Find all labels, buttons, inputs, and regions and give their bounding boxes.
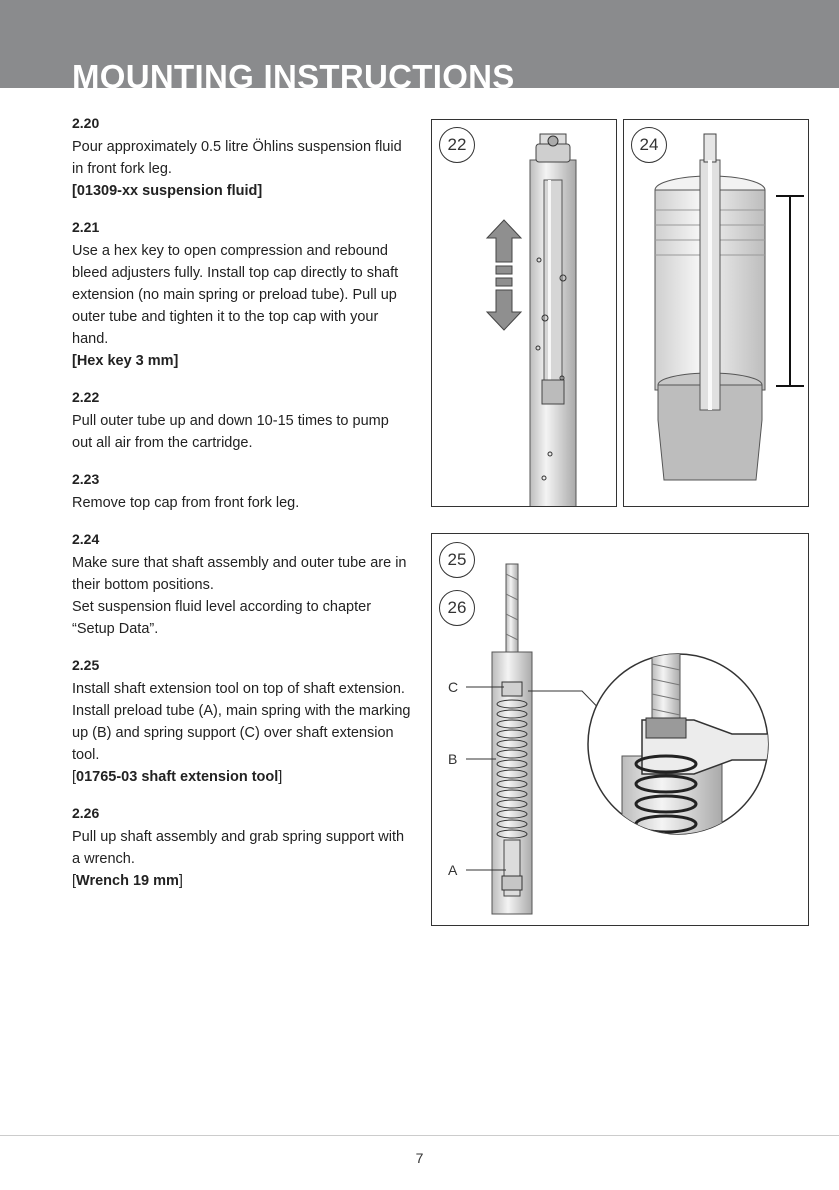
step-2-21: [72, 216, 412, 372]
step-2-20: [72, 112, 412, 202]
step-tool-note: [Wrench 19 mm]: [72, 873, 183, 889]
step-number: 2.20: [72, 115, 100, 131]
footer-divider: [0, 1135, 839, 1136]
spring-wrench-illustration: [432, 534, 808, 925]
step-2-24: [72, 528, 412, 640]
figure-number-badge: 26: [439, 590, 475, 626]
step-text: Install shaft extension tool on top of shaft extension.: [72, 681, 405, 697]
figure-number-badge: 22: [439, 127, 475, 163]
figure-22: [431, 119, 617, 507]
step-tool-note: [01765-03 shaft extension tool]: [72, 769, 283, 785]
step-2-23: [72, 468, 412, 514]
fluid-level-illustration: [624, 120, 808, 506]
page-title: MOUNTING INSTRUCTIONS: [72, 58, 515, 88]
figure-24: [623, 119, 809, 507]
figure-number-badge: 24: [631, 127, 667, 163]
step-text: Pull outer tube up and down 10-15 times to pump out all air from the cartridge.: [72, 413, 389, 451]
step-2-26: [72, 802, 412, 892]
step-number: 2.24: [72, 531, 100, 547]
step-number: 2.21: [72, 219, 100, 235]
callout-label-a: A: [448, 862, 458, 878]
callout-label-c: C: [448, 679, 459, 695]
step-number: 2.25: [72, 657, 100, 673]
figure-number-badge: 25: [439, 542, 475, 578]
step-text-2: Install preload tube (A), main spring with the marking up (B) and spring support (C) over shaft extension tool.: [72, 703, 411, 763]
page-header: [0, 0, 839, 88]
page-number: 7: [415, 1150, 424, 1166]
step-number: 2.23: [72, 471, 100, 487]
step-2-22: [72, 386, 412, 454]
fork-leg-pump-illustration: [432, 120, 616, 506]
step-text-2: Set suspension fluid level according to chapter “Setup Data”.: [72, 599, 372, 637]
step-2-25: [72, 654, 412, 788]
step-text: Pour approximately 0.5 litre Öhlins suspension fluid in front fork leg.: [72, 139, 402, 177]
step-tool-note: [01309-xx suspension fluid]: [72, 183, 263, 199]
step-text: Use a hex key to open compression and rebound bleed adjusters fully. Install top cap directly to shaft extension (no main spring or preload tube). Pull up outer tube and tighten it to the top cap with your hand.: [72, 243, 399, 347]
step-text: Pull up shaft assembly and grab spring support with a wrench.: [72, 829, 405, 867]
step-number: 2.26: [72, 805, 100, 821]
step-number: 2.22: [72, 389, 100, 405]
step-text: Remove top cap from front fork leg.: [72, 495, 300, 511]
instructions-column: [72, 112, 412, 906]
figure-25-26: [431, 533, 809, 926]
step-tool-note: [Hex key 3 mm]: [72, 353, 179, 369]
callout-label-b: B: [448, 751, 458, 767]
step-text: Make sure that shaft assembly and outer tube are in their bottom positions.: [72, 555, 407, 593]
